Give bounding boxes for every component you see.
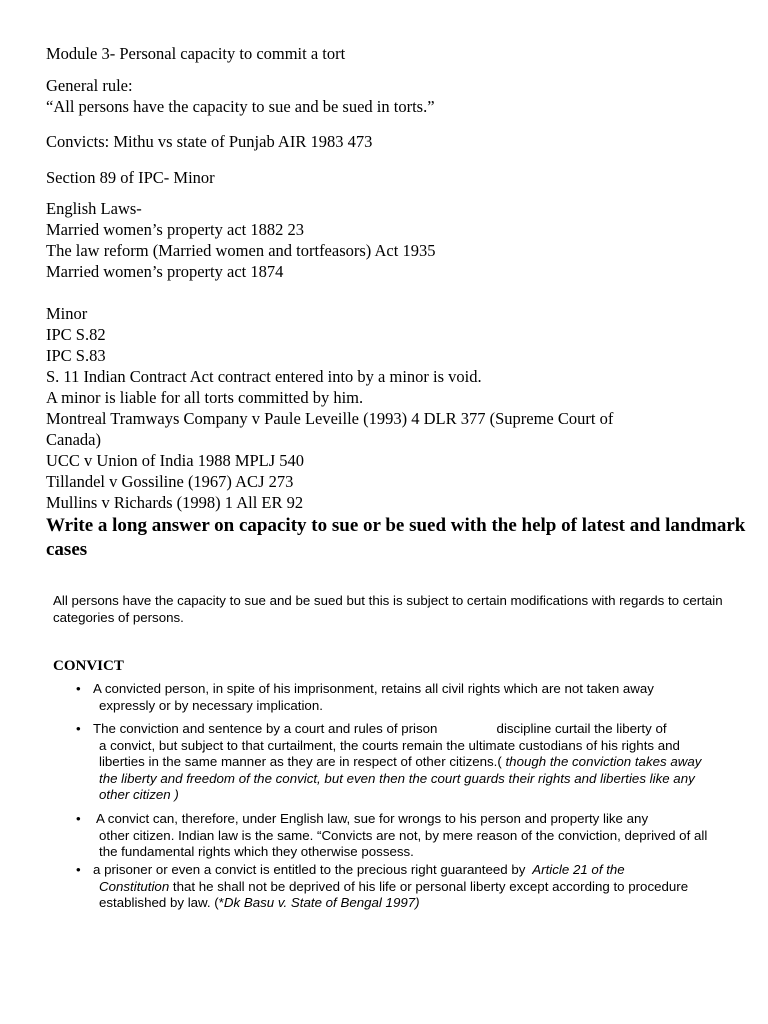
list-item-text: that he shall not be deprived of his life or personal liberty except according to procedure established by law. (*	[99, 878, 689, 910]
list-item-text	[93, 879, 715, 912]
english-law-item: Married women’s property act 1874	[46, 262, 284, 281]
list-item-text	[93, 862, 715, 879]
list-item-text: expressly or by necessary implication.	[99, 697, 323, 713]
list-item-text	[93, 738, 715, 804]
section89-line: Section 89 of IPC- Minor	[46, 168, 215, 187]
general-rule-quote: “All persons have the capacity to sue and be sued in torts.”	[46, 97, 435, 116]
minor-item: Tillandel v Gossiline (1967) ACJ 273	[46, 472, 294, 491]
list-item-text: other citizen. Indian law is the same. “Convicts are not, by mere reason of the conviction, deprived of all the fundamental rights which they otherwise possess.	[99, 827, 708, 859]
english-law-item: Married women’s property act 1882 23	[46, 220, 304, 239]
bullet-icon: •	[76, 811, 81, 826]
bullet-icon: •	[76, 862, 81, 877]
general-rule-label: General rule:	[46, 76, 133, 95]
list-item-text: a convict, but subject to that curtailment, the courts remain the ultimate custodians of his rights and liberties in the same manner as they are in respect of other citizens.(	[99, 737, 680, 769]
minor-item: IPC S.83	[46, 346, 106, 365]
minor-item: Canada)	[46, 430, 101, 449]
module-title: Module 3- Personal capacity to commit a tort	[46, 44, 346, 63]
list-item-italic: Article 21 of the	[529, 862, 625, 877]
bullet-icon: •	[76, 721, 81, 736]
minor-item: A minor is liable for all torts committed by him.	[46, 388, 364, 407]
english-laws-heading: English Laws-	[46, 199, 142, 218]
intro-paragraph: All persons have the capacity to sue and be sued but this is subject to certain modifications with regards to certain categories of persons.	[53, 593, 723, 625]
minor-item: Montreal Tramways Company v Paule Leveille (1993) 4 DLR 377 (Supreme Court of	[46, 409, 614, 428]
list-item-text: A convicted person, in spite of his imprisonment, retains all civil rights which are not taken away	[93, 681, 654, 696]
list-item-text: A convict can, therefore, under English law, sue for wrongs to his person and property like any	[93, 811, 649, 826]
question-heading: Write a long answer on capacity to sue or be sued with the help of latest and landmark cases	[46, 515, 746, 560]
minor-item: IPC S.82	[46, 325, 106, 344]
list-item-italic: though the conviction takes away the liberty and freedom of the convict, but even then the court guards their rights and liberties like any other citizen )	[99, 754, 702, 802]
list-item-italic: Constitution	[99, 878, 170, 894]
minor-item: Mullins v Richards (1998) 1 All ER 92	[46, 493, 304, 512]
convicts-line: Convicts: Mithu vs state of Punjab AIR 1983 473	[46, 132, 373, 151]
minor-item: S. 11 Indian Contract Act contract entered into by a minor is void.	[46, 367, 482, 386]
bullet-icon: •	[76, 681, 81, 696]
minor-item: UCC v Union of India 1988 MPLJ 540	[46, 451, 305, 470]
minor-heading: Minor	[46, 304, 88, 323]
convict-heading: CONVICT	[53, 658, 124, 674]
list-item-text: The conviction and sentence by a court and rules of prison discipline curtail the liberty of	[93, 721, 667, 736]
list-item-italic: Dk Basu v. State of Bengal 1997)	[223, 895, 420, 910]
list-item-text: a prisoner or even a convict is entitled to the precious right guaranteed by	[93, 862, 530, 877]
english-law-item: The law reform (Married women and tortfeasors) Act 1935	[46, 241, 436, 260]
